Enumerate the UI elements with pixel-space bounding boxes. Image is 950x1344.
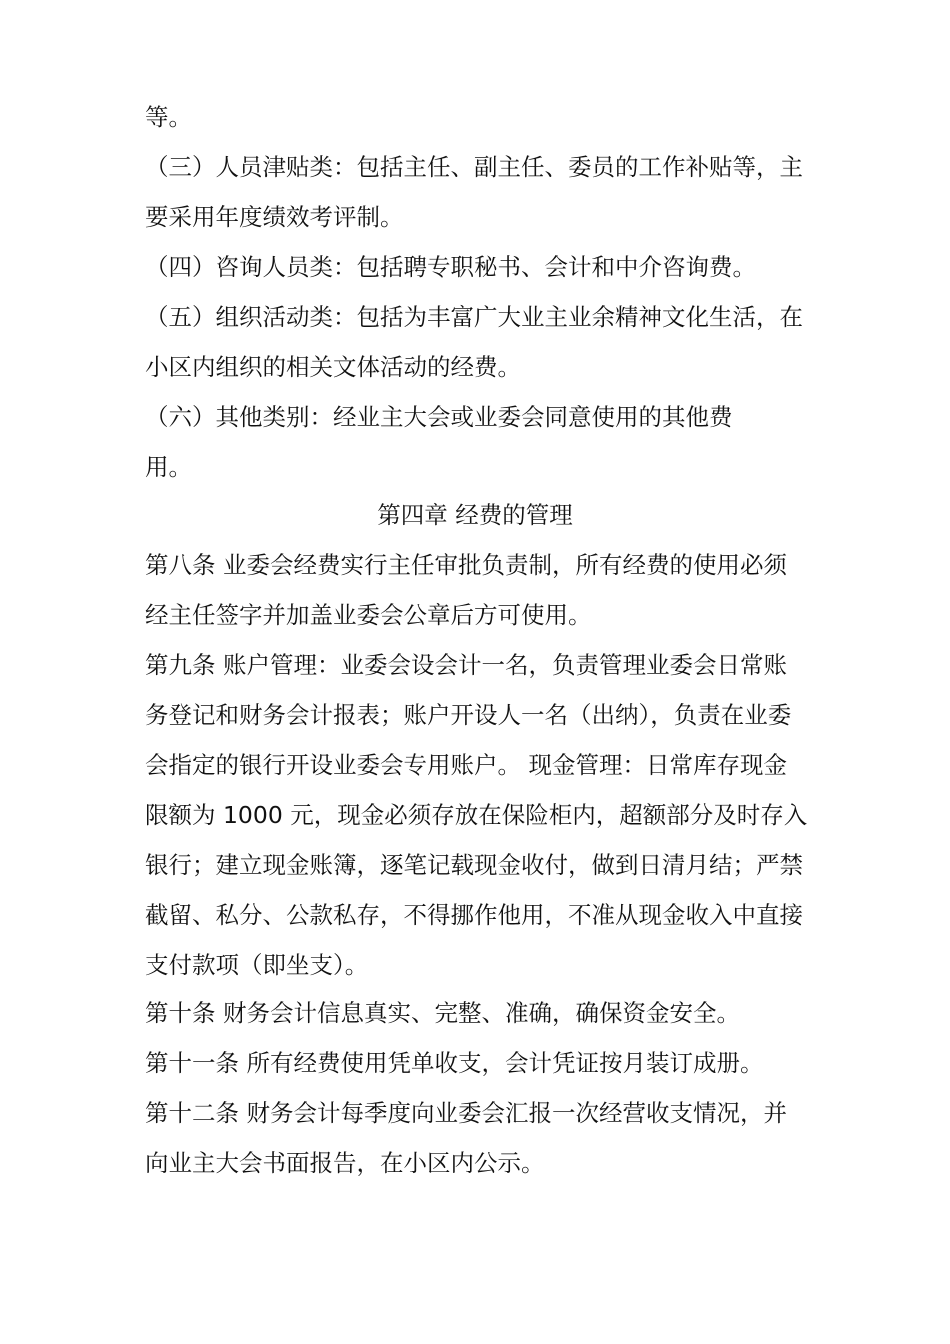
article-line: 第九条 账户管理：业委会设会计一名，负责管理业委会日常账 [145, 651, 787, 679]
article-line: 务登记和财务会计报表；账户开设人一名（出纳），负责在业委 [145, 701, 792, 729]
article-line: 第十条 财务会计信息真实、完整、准确，确保资金安全。 [145, 999, 740, 1027]
article-line: 支付款项（即坐支）。 [145, 951, 369, 979]
text-line: 等。 [145, 103, 192, 131]
text-line: （三）人员津贴类：包括主任、副主任、委员的工作补贴等，主 [145, 153, 803, 181]
text-line: （六）其他类别：经业主大会或业委会同意使用的其他费 [145, 403, 733, 431]
article-line: 限额为 1000 元，现金必须存放在保险柜内，超额部分及时存入 [145, 801, 808, 829]
article-line: 截留、私分、公款私存，不得挪作他用，不准从现金收入中直接 [145, 901, 803, 929]
article-line: 经主任签字并加盖业委会公章后方可使用。 [145, 601, 592, 629]
text-line: （五）组织活动类：包括为丰富广大业主业余精神文化生活，在 [145, 303, 803, 331]
article-line: 银行；建立现金账簿，逐笔记载现金收付，做到日清月结；严禁 [145, 851, 803, 879]
article-line: 第八条 业委会经费实行主任审批负责制，所有经费的使用必须 [145, 551, 787, 579]
text-line: （四）咨询人员类：包括聘专职秘书、会计和中介咨询费。 [145, 253, 756, 281]
article-line: 会指定的银行开设业委会专用账户。 现金管理：日常库存现金 [145, 751, 787, 779]
article-line: 第十二条 财务会计每季度向业委会汇报一次经营收支情况，并 [145, 1099, 787, 1127]
text-line: 要采用年度绩效考评制。 [145, 203, 404, 231]
text-line: 用。 [145, 453, 192, 481]
article-line: 第十一条 所有经费使用凭单收支，会计凭证按月装订成册。 [145, 1049, 764, 1077]
article-line: 向业主大会书面报告，在小区内公示。 [145, 1149, 545, 1177]
text-line: 小区内组织的相关文体活动的经费。 [145, 353, 521, 381]
chapter-heading: 第四章 经费的管理 [377, 501, 573, 529]
